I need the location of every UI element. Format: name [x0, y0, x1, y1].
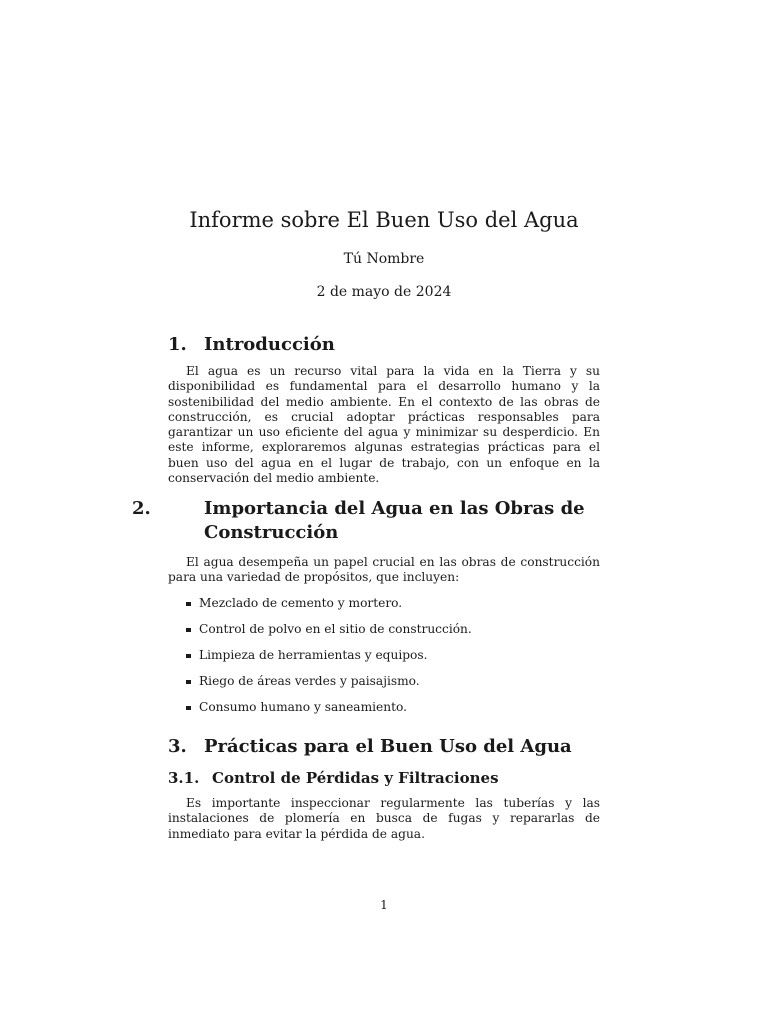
list-item	[186, 596, 600, 622]
section-number: 1.	[168, 334, 187, 355]
subsection-number: 3.1.	[168, 769, 200, 787]
section-title: Prácticas para el Buen Uso del Agua	[204, 736, 572, 757]
bullet-icon	[186, 680, 191, 685]
list-item-text: Consumo humano y saneamiento.	[199, 700, 407, 714]
section-heading-introduccion	[168, 333, 600, 357]
section-heading-importancia	[132, 497, 636, 545]
list-item	[186, 674, 600, 700]
document-title: Informe sobre El Buen Uso del Agua	[189, 208, 579, 232]
bullet-icon	[186, 654, 191, 659]
section-paragraph-importancia: El agua desempeña un papel crucial en las obras de construcción para una variedad de propósitos, que incluyen:	[168, 555, 600, 585]
section-paragraph-introduccion: El agua es un recurso vital para la vida en la Tierra y su disponibilidad es fundamental para el desarrollo humano y la sostenibilidad del medio ambiente. En el contexto de las obras de construcción, es crucial adoptar prácticas responsables para garantizar un uso eficiente del agua y minimizar su desperdicio. En este informe, exploraremos algunas estrategias prácticas para el buen uso del agua en el lugar de trabajo, con un enfoque en la conservación del medio ambiente.	[168, 364, 600, 486]
list-item	[186, 700, 600, 726]
section-title: Importancia del Agua en las Obras de Construcción	[204, 498, 585, 543]
list-item-text: Limpieza de herramientas y equipos.	[199, 648, 428, 662]
section-number: 2.	[132, 498, 151, 519]
section-number: 3.	[168, 736, 187, 757]
section-heading-practicas	[168, 735, 600, 759]
subsection-heading-control-perdidas	[168, 768, 600, 788]
list-item	[186, 648, 600, 674]
bullet-icon	[186, 706, 191, 711]
document-author: Tú Nombre	[343, 251, 425, 267]
bullet-icon	[186, 602, 191, 607]
subsection-title: Control de Pérdidas y Filtraciones	[212, 769, 499, 787]
subsection-paragraph-control-perdidas: Es importante inspeccionar regularmente las tuberías y las instalaciones de plomería en busca de fugas y repararlas de inmediato para evitar la pérdida de agua.	[168, 796, 600, 841]
bullet-icon	[186, 628, 191, 633]
document-date: 2 de mayo de 2024	[316, 284, 452, 300]
list-item-text: Riego de áreas verdes y paisajismo.	[199, 674, 420, 688]
list-item-text: Control de polvo en el sitio de construcción.	[199, 622, 472, 636]
list-item-text: Mezclado de cemento y mortero.	[199, 596, 403, 610]
list-item	[186, 622, 600, 648]
uses-list	[186, 596, 600, 726]
section-title: Introducción	[204, 334, 335, 355]
page-number: 1	[380, 898, 388, 912]
